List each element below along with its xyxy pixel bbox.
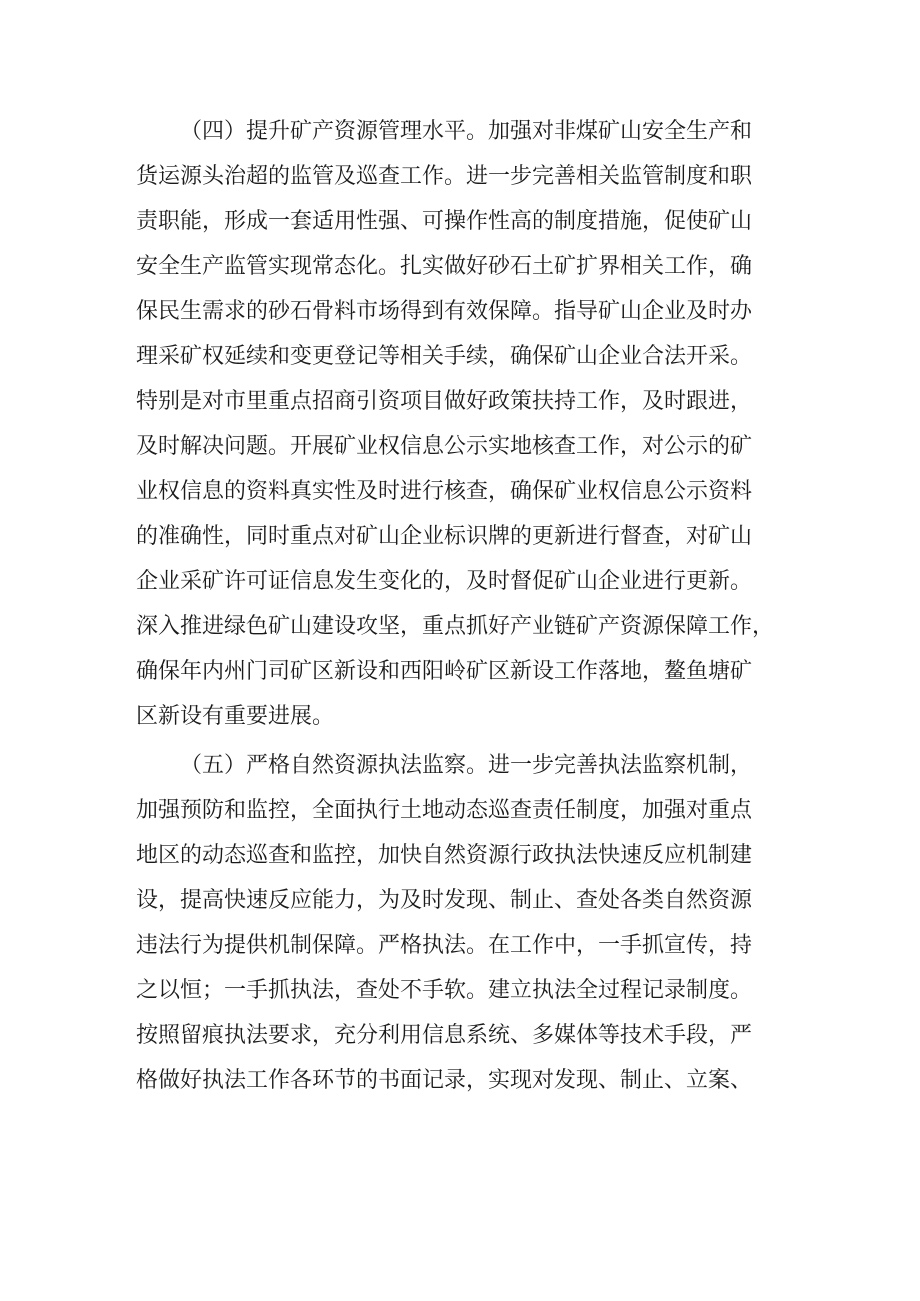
paragraph-4-line-2: 货运源头治超的监管及巡查工作。进一步完善相关监管制度和职 xyxy=(136,164,753,189)
paragraph-5-line-6: 之以恒；一手抓执法，查处不手软。建立执法全过程记录制度。 xyxy=(136,978,753,1003)
paragraph-4-line-3: 责职能，形成一套适用性强、可操作性高的制度措施，促使矿山 xyxy=(136,209,753,234)
paragraph-4-line-4: 安全生产监管实现常态化。扎实做好砂石土矿扩界相关工作，确 xyxy=(136,254,753,279)
paragraph-4-line-12: 深入推进绿色矿山建设攻坚，重点抓好产业链矿产资源保障工作， xyxy=(136,614,775,639)
paragraph-5-line-7: 按照留痕执法要求，充分利用信息系统、多媒体等技术手段，严 xyxy=(136,1023,753,1048)
paragraph-4-line-13: 确保年内州门司矿区新设和西阳岭矿区新设工作落地，鳌鱼塘矿 xyxy=(136,659,753,684)
paragraph-4-line-7: 特别是对市里重点招商引资项目做好政策扶持工作，及时跟进， xyxy=(136,389,753,414)
paragraph-4-line-9: 业权信息的资料真实性及时进行核查，确保矿业权信息公示资料 xyxy=(136,479,753,504)
paragraph-5-line-1: （五）严格自然资源执法监察。进一步完善执法监察机制， xyxy=(180,753,753,778)
paragraph-5-line-2: 加强预防和监控，全面执行土地动态巡查责任制度，加强对重点 xyxy=(136,798,753,823)
paragraph-4-line-1: （四）提升矿产资源管理水平。加强对非煤矿山安全生产和 xyxy=(180,119,753,144)
paragraph-5-line-4: 设，提高快速反应能力，为及时发现、制止、查处各类自然资源 xyxy=(136,888,753,913)
paragraph-4-line-6: 理采矿权延续和变更登记等相关手续，确保矿山企业合法开采。 xyxy=(136,344,753,369)
paragraph-5-line-3: 地区的动态巡查和监控，加快自然资源行政执法快速反应机制建 xyxy=(136,843,753,868)
paragraph-4-line-10: 的准确性，同时重点对矿山企业标识牌的更新进行督查，对矿山 xyxy=(136,524,753,549)
paragraph-4-line-14: 区新设有重要进展。 xyxy=(136,704,335,729)
paragraph-5-line-8: 格做好执法工作各环节的书面记录，实现对发现、制止、立案、 xyxy=(136,1068,753,1093)
paragraph-4-line-8: 及时解决问题。开展矿业权信息公示实地核查工作，对公示的矿 xyxy=(136,434,753,459)
paragraph-5-line-5: 违法行为提供机制保障。严格执法。在工作中，一手抓宣传，持 xyxy=(136,933,753,958)
paragraph-4-line-11: 企业采矿许可证信息发生变化的，及时督促矿山企业进行更新。 xyxy=(136,569,753,594)
paragraph-4-line-5: 保民生需求的砂石骨料市场得到有效保障。指导矿山企业及时办 xyxy=(136,299,753,324)
